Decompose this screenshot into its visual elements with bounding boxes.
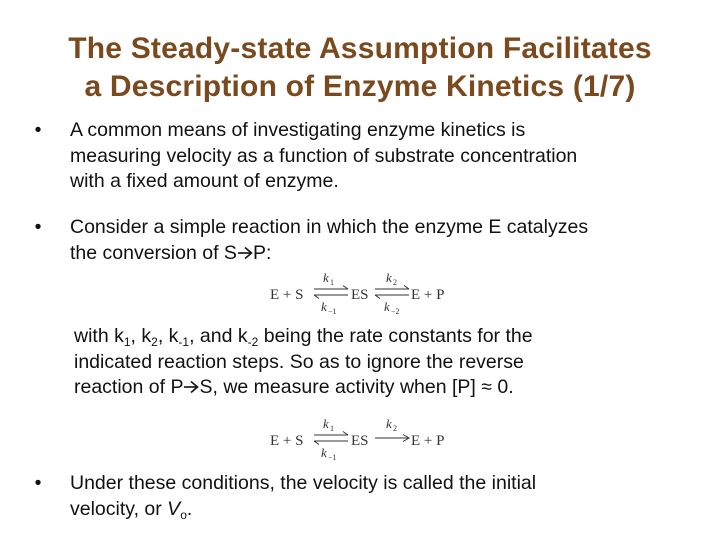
bullet-dot: • <box>34 119 42 141</box>
para-line-3-end: S, we measure activity when [P] ≈ 0. <box>199 376 514 398</box>
bullet-3-line-2-end: . <box>186 497 193 520</box>
eq2-right: E + P <box>411 433 445 449</box>
bullet-2-line-2-end: P: <box>252 241 272 264</box>
bullet-dot: • <box>34 472 42 494</box>
eq2-k1: k <box>323 416 329 431</box>
eq1-k-1: k <box>321 299 327 314</box>
eq1-right: E + P <box>411 287 445 303</box>
initial-velocity-subscript: o <box>180 507 187 522</box>
bullet-1-line-1: A common means of investigating enzyme kinetics is <box>70 119 526 141</box>
para-line-2: indicated reaction steps. So as to ignore the reverse <box>74 350 524 373</box>
eq2-k2-sub: 2 <box>393 424 397 433</box>
bullet-3 <box>34 471 670 522</box>
eq1-k1: k <box>323 270 329 285</box>
eq2-left: E + S <box>270 433 304 449</box>
title-line-2: a Description of Enzyme Kinetics (1/7) <box>84 70 636 103</box>
eq1-left: E + S <box>270 287 304 303</box>
bullet-2-line-2 <box>70 241 670 267</box>
para-line-1: with $k_1$, $k_2$, $k_{-1}$, and $k_{-2}$ being the rate constants for the <box>74 325 533 349</box>
eq1-k-1-sub: −1 <box>328 307 337 316</box>
rate-constants-paragraph <box>74 324 674 401</box>
eq2-middle: ES <box>351 433 369 449</box>
right-arrow-icon <box>237 246 253 260</box>
right-arrow-icon <box>183 380 199 394</box>
bullet-1-line-3: with a fixed amount of enzyme. <box>70 170 339 192</box>
para-line-3 <box>74 375 674 401</box>
eq1-k-2-sub: −2 <box>391 307 400 316</box>
eq1-k-2: k <box>384 299 390 314</box>
bullet-2-line-2-text: the conversion of S <box>70 241 237 264</box>
eq1-k1-sub: 1 <box>330 278 334 287</box>
initial-velocity-symbol: V <box>167 497 181 520</box>
bullet-2 <box>34 215 670 266</box>
reaction-equation-reversible <box>268 270 458 320</box>
eq2-k-1: k <box>321 445 327 460</box>
para-line-3-text: reaction of P <box>74 376 184 398</box>
title-line-1: The Steady-state Assumption Facilitates <box>68 32 652 65</box>
bullet-3-line-2 <box>70 497 670 523</box>
eq2-k1-sub: 1 <box>330 424 334 433</box>
bullet-dot: • <box>34 216 42 238</box>
bullet-3-line-2-text: velocity, or <box>70 497 168 520</box>
bullet-2-line-1: Consider a simple reaction in which the enzyme E catalyzes <box>70 216 589 238</box>
eq1-k2-sub: 2 <box>393 278 397 287</box>
eq2-k2: k <box>386 416 392 431</box>
eq1-middle: ES <box>351 287 369 303</box>
eq2-k-1-sub: −1 <box>328 453 337 462</box>
bullet-1 <box>34 118 670 195</box>
slide-title <box>0 30 720 106</box>
bullet-3-line-1: Under these conditions, the velocity is called the initial <box>70 472 537 494</box>
reaction-equation-initial <box>268 416 458 466</box>
bullet-1-line-2: measuring velocity as a function of substrate concentration <box>70 144 578 167</box>
eq1-k2: k <box>386 270 392 285</box>
